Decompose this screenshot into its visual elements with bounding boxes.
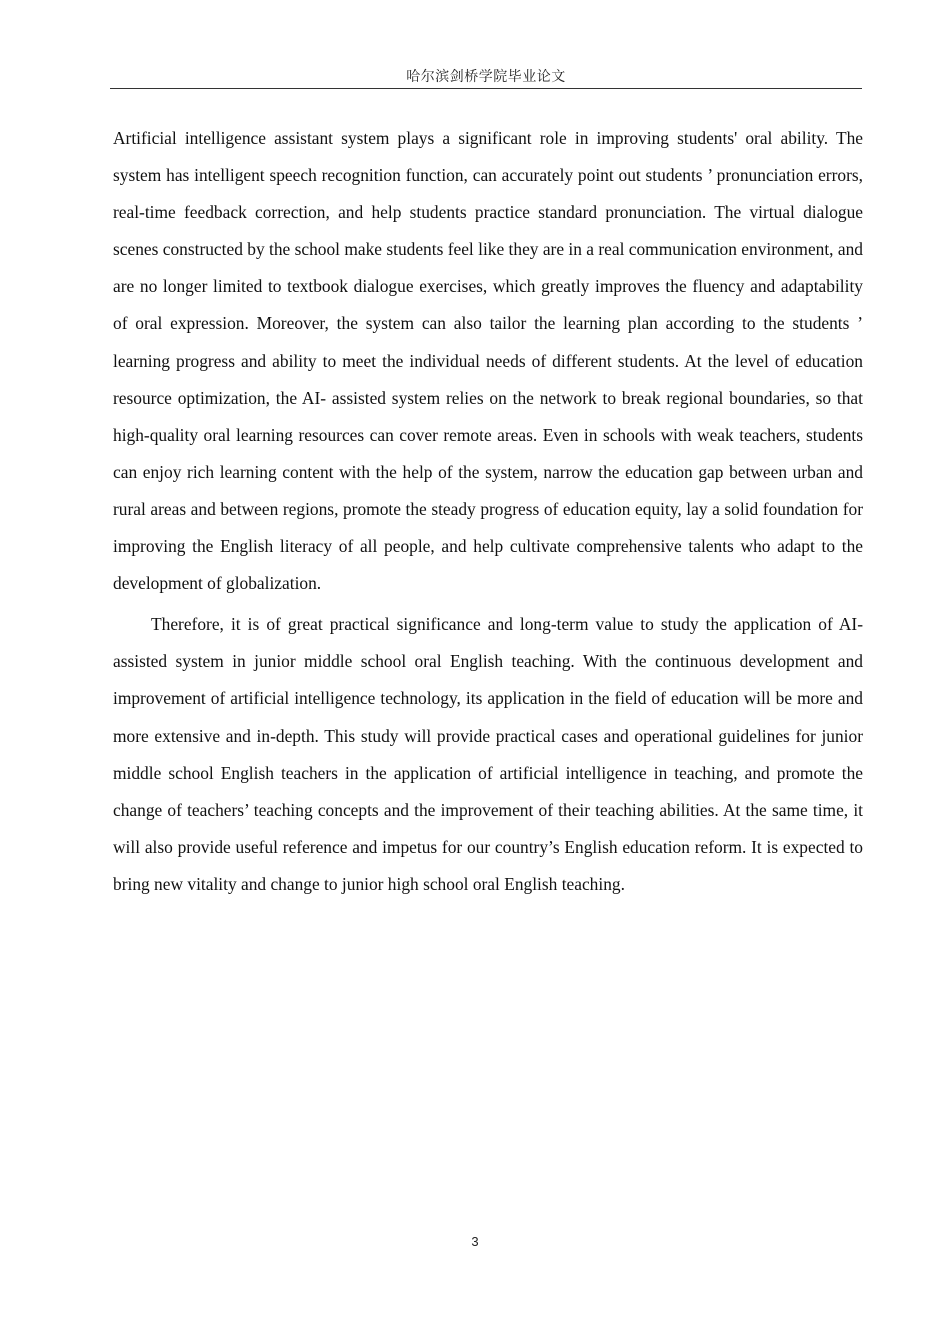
header-divider [110,88,862,89]
paragraph-2: Therefore, it is of great practical significance and long-term value to study the application of AI-assisted system in junior middle school oral English teaching. With the continuous development and improvement of artificial intelligence technology, its application in the field of education will be more and more extensive and in-depth. This study will provide practical cases and operational guidelines for junior middle school English teachers in the application of artificial intelligence in teaching, and promote the change of teachers’ teaching concepts and the improvement of their teaching abilities. At the same time, it will also provide useful reference and impetus for our country’s English education reform. It is expected to bring new vitality and change to junior high school oral English teaching. [113,614,863,894]
page-number: 3 [471,1234,479,1249]
body-text [113,120,863,903]
paragraph-1: Artificial intelligence assistant system plays a significant role in improving students' oral ability. The system has intelligent speech recognition function, can accurately point out students ’ pronunciation errors, real-time feedback correction, and help students practice standard pronunciation. The virtual dialogue scenes constructed by the school make students feel like they are in a real communication environment, and are no longer limited to textbook dialogue exercises, which greatly improves the fluency and adaptability of oral expression. Moreover, the system can also tailor the learning plan according to the students ’ learning progress and ability to meet the individual needs of different students. At the level of education resource optimization, the AI- assisted system relies on the network to break regional boundaries, so that high-quality oral learning resources can cover remote areas. Even in schools with weak teachers, students can enjoy rich learning content with the help of the system, narrow the education gap between urban and rural areas and between regions, promote the steady progress of education equity, lay a solid foundation for improving the English literacy of all people, and help cultivate comprehensive talents who adapt to the development of globalization. [113,128,863,594]
page-header: 哈尔滨剑桥学院毕业论文 [406,69,566,85]
